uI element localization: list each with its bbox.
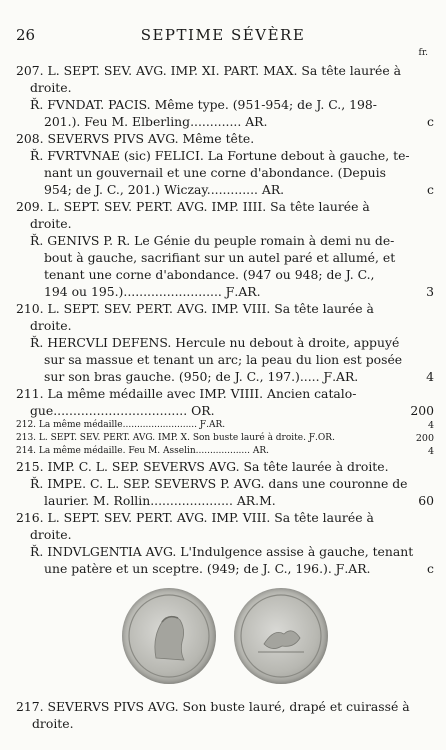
entry-text: 201.). Feu M. Elberling............. AR. — [44, 114, 268, 129]
rarity-value: c — [427, 561, 434, 576]
catalog-entry — [0, 475, 446, 509]
catalog-entry — [0, 198, 446, 232]
entry-text: droite. — [30, 527, 72, 542]
entry-text: droite. — [30, 318, 72, 333]
entry-line — [0, 215, 446, 232]
entry-line — [0, 715, 446, 732]
entry-text: gue.................................. OR. — [30, 403, 215, 418]
entry-line — [0, 266, 446, 283]
entry-line — [0, 300, 446, 317]
entry-line — [0, 402, 446, 419]
entry-line — [0, 543, 446, 560]
entry-line — [0, 62, 446, 79]
entry-text: Ř. INDVLGENTIA AVG. L'Indulgence assise à gauche, tenant — [30, 544, 414, 559]
entry-line — [0, 475, 446, 492]
catalog-entry — [0, 458, 446, 475]
entry-line — [0, 351, 446, 368]
catalog-entry — [0, 300, 446, 334]
catalog-entry — [0, 130, 446, 147]
catalog-entry — [0, 96, 446, 130]
entry-text: une patère et un sceptre. (949; de J. C., 196.). Ƒ.AR. — [44, 561, 371, 576]
entry-text: 954; de J. C., 201.) Wiczay............. AR. — [44, 182, 285, 197]
entry-line — [0, 249, 446, 266]
entry-line — [0, 164, 446, 181]
entry-text: 210. L. SEPT. SEV. PERT. AVG. IMP. VIII. Sa tête laurée à — [16, 301, 374, 316]
catalog-entry-small — [0, 432, 446, 445]
rarity-value: c — [427, 182, 434, 197]
entry-text: sur son bras gauche. (950; de J. C., 197.)..... Ƒ.AR. — [44, 369, 359, 384]
catalog-entry — [0, 334, 446, 385]
catalog-entry — [0, 385, 446, 419]
rarity-value: c — [427, 114, 434, 129]
entry-line — [0, 283, 446, 300]
catalog-entry-small — [0, 445, 446, 458]
entry-line — [0, 113, 446, 130]
entry-text: tenant une corne d'abondance. (947 ou 948; de J. C., — [44, 267, 375, 282]
entry-text: droite. — [30, 80, 72, 95]
entry-line — [0, 334, 446, 351]
entry-line — [0, 419, 446, 432]
page-header — [0, 26, 446, 48]
entry-line — [0, 79, 446, 96]
catalog-entry — [0, 509, 446, 543]
entry-text: 213. L. SEPT. SEV. PERT. AVG. IMP. X. Son buste lauré à droite. Ƒ.OR. — [16, 433, 335, 443]
column-label: fr. — [418, 48, 428, 58]
coin-obverse-image — [122, 588, 216, 684]
entry-line — [0, 147, 446, 164]
entry-line — [0, 432, 446, 445]
rarity-value: 200 — [415, 433, 434, 444]
coin-reverse-image — [234, 588, 328, 684]
entry-text: 211. La même médaille avec IMP. VIIII. Ancien catalo- — [16, 386, 357, 401]
entry-list — [0, 62, 446, 577]
catalog-entry — [0, 232, 446, 300]
entry-line — [0, 526, 446, 543]
rarity-value: 4 — [427, 420, 434, 431]
entry-line — [0, 445, 446, 458]
final-entry — [0, 698, 446, 732]
entry-line — [0, 96, 446, 113]
entry-text: Ř. IMPE. C. L. SEP. SEVERVS P. AVG. dans une couronne de — [30, 476, 408, 491]
entry-text: droite. — [30, 216, 72, 231]
entry-text: 207. L. SEPT. SEV. AVG. IMP. XI. PART. MAX. Sa tête laurée à — [16, 63, 402, 78]
entry-text: Ř. GENIVS P. R. Le Génie du peuple romain à demi nu de- — [30, 233, 395, 248]
entry-text: 194 ou 195.)......................... Ƒ.AR. — [44, 284, 261, 299]
catalog-entry — [0, 147, 446, 198]
entry-text: Ř. HERCVLI DEFENS. Hercule nu debout à droite, appuyé — [30, 335, 400, 350]
entry-text: sur sa massue et tenant un arc; la peau du lion est posée — [44, 352, 403, 367]
entry-text: Ř. FVNDAT. PACIS. Même type. (951-954; de J. C., 198- — [30, 97, 377, 112]
catalog-entry — [0, 543, 446, 577]
entry-line — [0, 130, 446, 147]
entry-text: 208. SEVERVS PIVS AVG. Même tête. — [16, 131, 255, 146]
entry-text: 214. La même médaille. Feu M. Asselin................... AR. — [16, 446, 269, 456]
page-number: 26 — [16, 26, 36, 44]
entry-line — [0, 368, 446, 385]
rarity-value: 4 — [426, 369, 434, 384]
entry-line — [0, 232, 446, 249]
entry-line — [0, 509, 446, 526]
entry-line — [0, 317, 446, 334]
entry-text: 209. L. SEPT. SEV. PERT. AVG. IMP. IIII. Sa tête laurée à — [16, 199, 370, 214]
entry-text: nant un gouvernail et une corne d'abondance. (Depuis — [44, 165, 386, 180]
catalog-entry — [0, 62, 446, 96]
rarity-value: 4 — [427, 446, 434, 457]
entry-line — [0, 385, 446, 402]
entry-line — [0, 560, 446, 577]
entry-text: 217. SEVERVS PIVS AVG. Son buste lauré, drapé et cuirassé à — [16, 699, 410, 714]
entry-text: 212. La même médaille.......................... Ƒ.AR. — [16, 420, 226, 430]
page-title: SEPTIME SÉVÈRE — [140, 26, 306, 44]
entry-line — [0, 698, 446, 715]
entry-line — [0, 181, 446, 198]
coin-plate — [0, 588, 446, 688]
entry-line — [0, 198, 446, 215]
entry-text: 215. IMP. C. L. SEP. SEVERVS AVG. Sa tête laurée à droite. — [16, 459, 389, 474]
entry-line — [0, 458, 446, 475]
entry-text: bout à gauche, sacrifiant sur un autel paré et allumé, et — [44, 250, 396, 265]
catalog-entry-small — [0, 419, 446, 432]
entry-text: droite. — [32, 716, 74, 731]
entry-line — [0, 492, 446, 509]
rarity-value: 60 — [418, 493, 434, 508]
entry-text: Ř. FVRTVNAE (sic) FELICI. La Fortune debout à gauche, te- — [30, 148, 410, 163]
rarity-value: 200 — [410, 403, 434, 418]
entry-text: 216. L. SEPT. SEV. PERT. AVG. IMP. VIII. Sa tête laurée à — [16, 510, 374, 525]
entry-text: laurier. M. Rollin..................... AR.M. — [44, 493, 276, 508]
rarity-value: 3 — [426, 284, 434, 299]
